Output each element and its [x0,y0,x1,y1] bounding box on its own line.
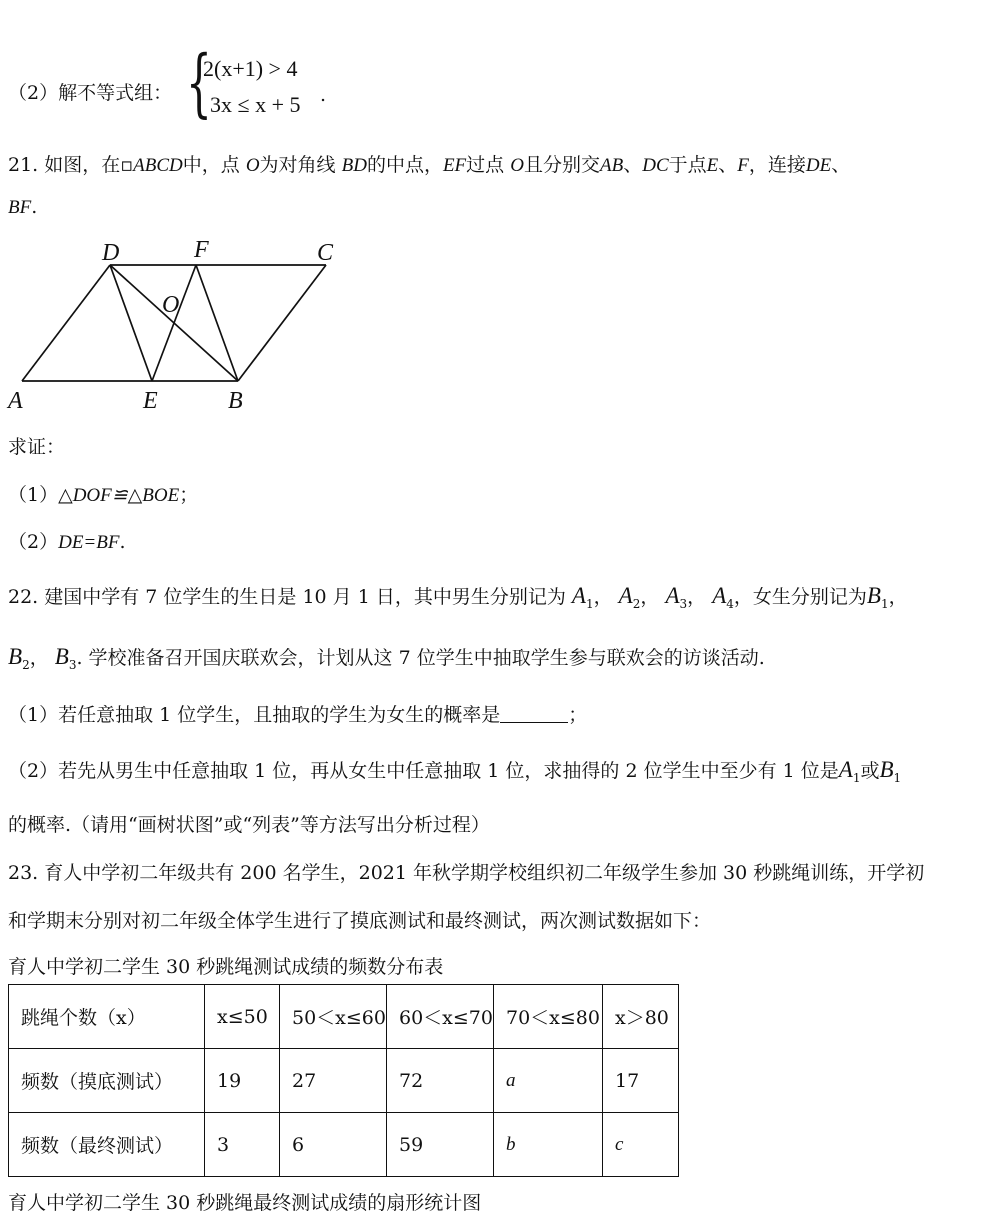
segment-bf [196,265,238,381]
label-e: E [143,388,158,414]
table-cell: 3 [205,1113,280,1177]
q21-stem-line1: 21. 如图，在▫ABCD中，点 O为对角线 BD的中点，EF过点 O且分别交AB、DC于点E、F，连接DE、 [8,154,851,176]
table-cell: c [603,1113,679,1177]
table-cell: b [494,1113,603,1177]
label-f: F [194,237,209,263]
table-cell: 频数（摸底测试） [9,1049,205,1113]
q22-line2: $B_2$， $B_3$. 学校准备召开国庆联欢会，计划从这 7 位学生中抽取学生参与联欢会的访谈活动. [8,644,765,672]
table-cell: 72 [387,1049,494,1113]
q21-stem-line2: BF. [8,196,38,218]
edge-cb [238,265,326,381]
label-a: A [8,388,23,414]
header-cell: 60＜x≤70 [387,985,494,1049]
table-cell: a [494,1049,603,1113]
q22-part2-line1: （2）若先从男生中任意抽取 1 位，再从女生中任意抽取 1 位，求抽得的 2 位学生中至少有 1 位是$A_1$或$B_1$ [8,757,902,785]
table-cell: 27 [280,1049,387,1113]
header-cell: x＞80 [603,985,679,1049]
q23-line2: 和学期末分别对初二年级全体学生进行了摸底测试和最终测试，两次测试数据如下： [8,910,712,932]
frequency-table [8,984,679,1177]
q22-line1: 22. 建国中学有 7 位学生的生日是 10 月 1 日，其中男生分别记为 $A_1$， $A_2$， $A_3$， $A_4$，女生分别记为$B_1$， [8,583,908,611]
header-cell: 50＜x≤60 [280,985,387,1049]
label-c: C [317,240,334,266]
label-o: O [162,292,180,318]
inequality-1: 2(x+1) > 4 [203,56,298,81]
q21-part2: （2）DE=BF. [8,531,126,553]
q21-part1: （1）△DOF≌△BOE； [8,484,199,506]
table-cell: 59 [387,1113,494,1177]
table-cell: 17 [603,1049,679,1113]
q20-part2-label: （2）解不等式组： [8,82,173,104]
header-cell: 70＜x≤80 [494,985,603,1049]
segment-de [110,265,152,381]
table-cell: 19 [205,1049,280,1113]
label-d: D [102,240,120,266]
label-b: B [228,388,243,414]
q23-line1: 23. 育人中学初二年级共有 200 名学生，2021 年秋学期学校组织初二年级学生参加 30 秒跳绳训练，开学初 [8,862,925,884]
parallelogram-figure [0,232,360,417]
q22-part2-line2: 的概率.（请用“画树状图”或“列表”等方法写出分析过程） [8,814,490,836]
q23-table-title: 育人中学初二学生 30 秒跳绳测试成绩的频数分布表 [8,956,444,978]
table-row [9,1113,679,1177]
edge-ad [22,265,110,381]
q20-end: . [320,84,327,106]
table-cell: 6 [280,1113,387,1177]
system-brace: { [186,40,212,126]
header-cell: 跳绳个数（x） [9,985,205,1049]
answer-blank [500,706,568,723]
table-header-row [9,985,679,1049]
table-row [9,1049,679,1113]
q23-pie-title: 育人中学初二学生 30 秒跳绳最终测试成绩的扇形统计图 [8,1192,482,1214]
q22-part1: （1）若任意抽取 1 位学生，且抽取的学生为女生的概率是 ； [8,704,588,726]
header-cell: x≤50 [205,985,280,1049]
table-cell: 频数（最终测试） [9,1113,205,1177]
inequality-2: 3x ≤ x + 5 [210,92,301,117]
segment-ef [152,265,196,381]
q21-prove-label: 求证： [8,436,66,458]
